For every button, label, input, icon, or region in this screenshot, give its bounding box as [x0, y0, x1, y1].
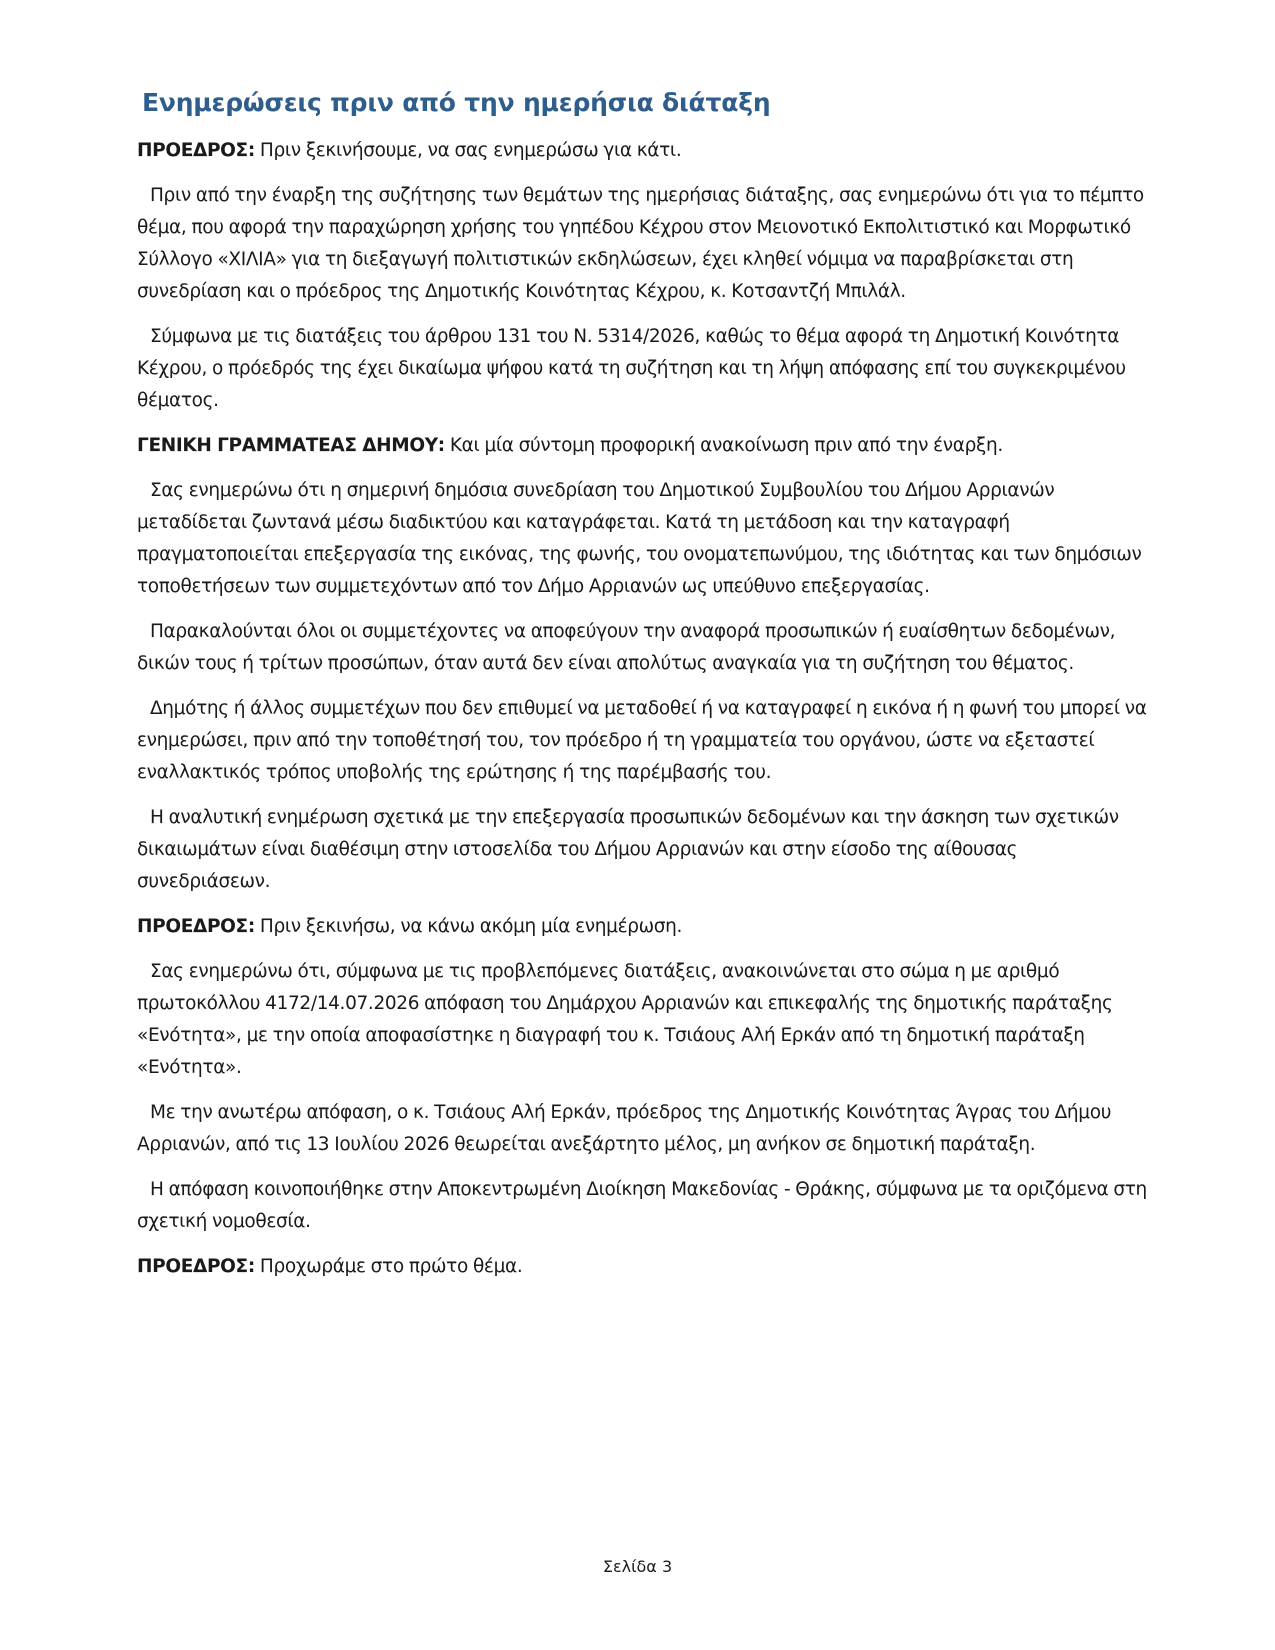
paragraph-3 [137, 321, 1147, 417]
paragraph-text: Σας ενημερώνω ότι, σύμφωνα με τις προβλεπόμενες διατάξεις, ανακοινώνεται στο σώμα η με αριθμό πρωτοκόλλου 4172/14.07.2026 απόφαση του Δημάρχου Αρριανών και επικεφαλής της δημοτικής παράταξης «Ενότητα», με την οποία αποφασίστηκε η διαγραφή του κ. Τσιάους Αλή Ερκάν από τη δημοτική παράταξη «Ενότητα». [137, 961, 1113, 1078]
paragraph-text: Σύμφωνα με τις διατάξεις του άρθρου 131 του Ν. 5314/2026, καθώς το θέμα αφορά τη Δημοτική Κοινότητα Κέχρου, ο πρόεδρός της έχει δικαίωμα ψήφου κατά τη συζήτηση και τη λήψη απόφασης επί του συγκεκριμένου θέματος. [137, 326, 1126, 411]
page-number-footer: Σελίδα 3 [602, 1557, 673, 1576]
speaker-label: ΠΡΟΕΔΡΟΣ: [137, 916, 255, 937]
speaker-label: ΓΕΝΙΚΗ ΓΡΑΜΜΑΤΕΑΣ ΔΗΜΟΥ: [137, 435, 445, 456]
paragraph-text: Πριν από την έναρξη της συζήτησης των θεμάτων της ημερήσιας διάταξης, σας ενημερώνω ότι για το πέμπτο θέμα, που αφορά την παραχώρηση χρήσης του γηπέδου Κέχρου στον Μειονοτικό Εκπολιτιστικό και Μορφωτικό Σύλλογο «ΧΙΛΙΑ» για τη διεξαγωγή πολιτιστικών εκδηλώσεων, έχει κληθεί νόμιμα να παραβρίσκεται στη συνεδρίαση και ο πρόεδρος της Δημοτικής Κοινότητας Κέχρου, κ. Κοτσαντζή Μπιλάλ. [137, 185, 1144, 302]
paragraph-11 [137, 1097, 1147, 1161]
paragraph-1 [137, 135, 1147, 167]
paragraph-text: Προχωράμε στο πρώτο θέμα. [254, 1256, 523, 1277]
paragraph-6 [137, 616, 1147, 680]
paragraph-13 [137, 1251, 1147, 1283]
paragraph-text: Η απόφαση κοινοποιήθηκε στην Αποκεντρωμένη Διοίκηση Μακεδονίας - Θράκης, σύμφωνα με τα οριζόμενα στη σχετική νομοθεσία. [137, 1179, 1147, 1232]
paragraph-text: Σας ενημερώνω ότι η σημερινή δημόσια συνεδρίαση του Δημοτικού Συμβουλίου του Δήμου Αρριανών μεταδίδεται ζωντανά μέσω διαδικτύου και καταγράφεται. Κατά τη μετάδοση και την καταγραφή πραγματοποιείται επεξεργασία της εικόνας, της φωνής, του ονοματεπωνύμου, της ιδιότητας και των δημόσιων τοποθετήσεων των συμμετεχόντων από τον Δήμο Αρριανών ως υπεύθυνο επεξεργασίας. [137, 480, 1142, 597]
paragraph-text: Πριν ξεκινήσουμε, να σας ενημερώσω για κάτι. [254, 140, 682, 161]
paragraph-10 [137, 956, 1147, 1084]
paragraph-2 [137, 180, 1147, 308]
document-page [137, 88, 1147, 1296]
paragraph-text: Η αναλυτική ενημέρωση σχετικά με την επεξεργασία προσωπικών δεδομένων και την άσκηση των σχετικών δικαιωμάτων είναι διαθέσιμη στην ιστοσελίδα του Δήμου Αρριανών και στην είσοδο της αίθουσας συνεδριάσεων. [137, 807, 1119, 892]
paragraph-5 [137, 475, 1147, 603]
paragraph-text: Και μία σύντομη προφορική ανακοίνωση πριν από την έναρξη. [444, 435, 1003, 456]
page-title: Ενημερώσεις πριν από την ημερήσια διάταξη [142, 88, 771, 117]
speaker-label: ΠΡΟΕΔΡΟΣ: [137, 140, 255, 161]
paragraph-7 [137, 693, 1147, 789]
paragraph-9 [137, 911, 1147, 943]
paragraph-text: Δημότης ή άλλος συμμετέχων που δεν επιθυμεί να μεταδοθεί ή να καταγραφεί η εικόνα ή η φωνή του μπορεί να ενημερώσει, πριν από την τοποθέτησή του, τον πρόεδρο ή τη γραμματεία του οργάνου, ώστε να εξεταστεί εναλλακτικός τρόπος υποβολής της ερώτησης ή της παρέμβασής του. [137, 698, 1147, 783]
paragraph-text: Πριν ξεκινήσω, να κάνω ακόμη μία ενημέρωση. [254, 916, 683, 937]
paragraph-12 [137, 1174, 1147, 1238]
paragraph-8 [137, 802, 1147, 898]
speaker-label: ΠΡΟΕΔΡΟΣ: [137, 1256, 255, 1277]
paragraph-4 [137, 430, 1147, 462]
paragraph-text: Με την ανωτέρω απόφαση, ο κ. Τσιάους Αλή Ερκάν, πρόεδρος της Δημοτικής Κοινότητας Άγρας του Δήμου Αρριανών, από τις 13 Ιουλίου 2026 θεωρείται ανεξάρτητο μέλος, μη ανήκον σε δημοτική παράταξη. [137, 1102, 1112, 1155]
paragraph-text: Παρακαλούνται όλοι οι συμμετέχοντες να αποφεύγουν την αναφορά προσωπικών ή ευαίσθητων δεδομένων, δικών τους ή τρίτων προσώπων, όταν αυτά δεν είναι απολύτως αναγκαία για τη συζήτηση του θέματος. [137, 621, 1116, 674]
